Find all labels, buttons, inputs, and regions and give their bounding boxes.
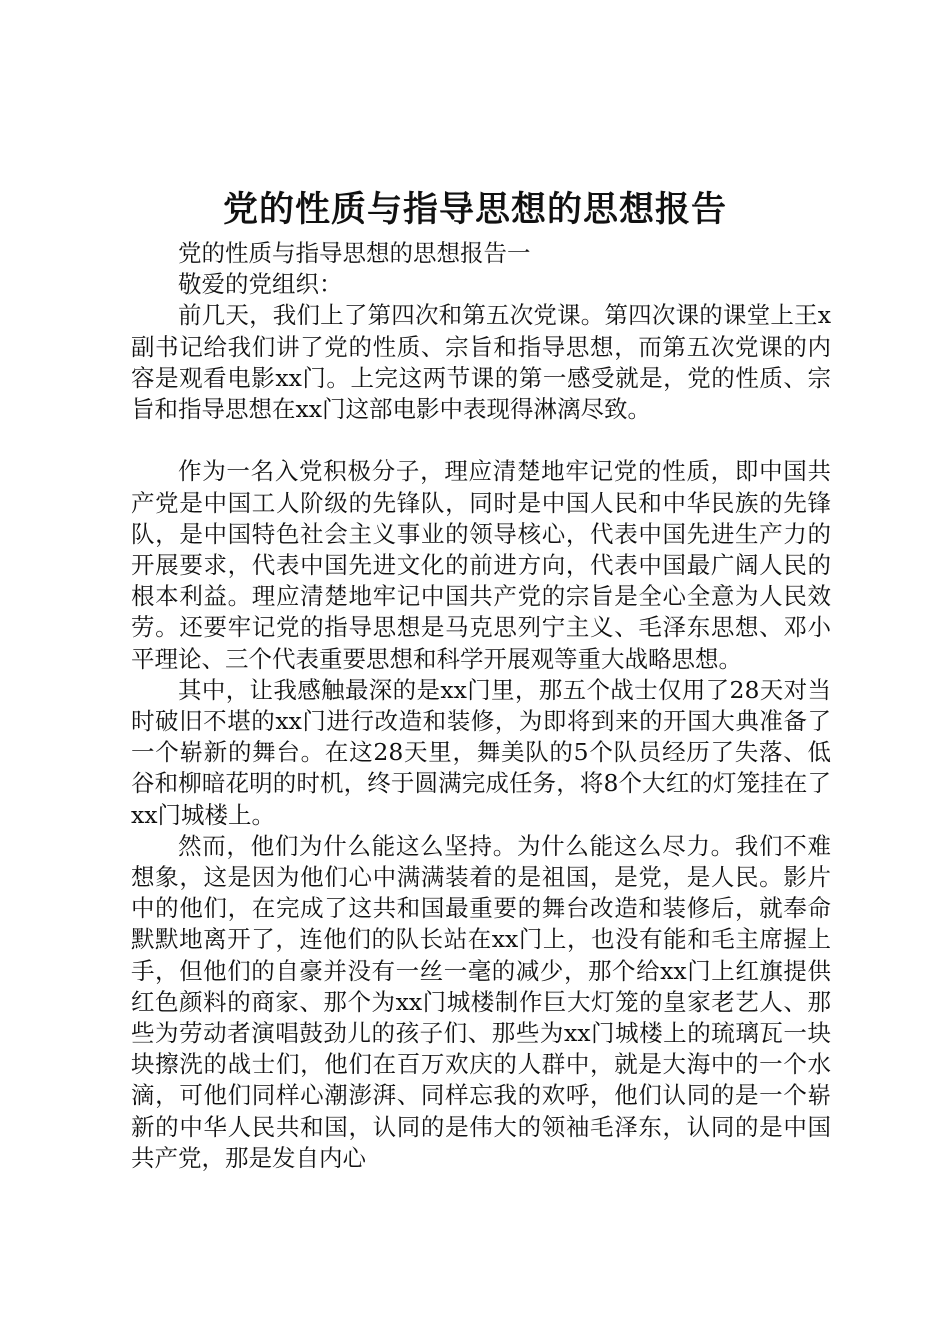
document-title: 党的性质与指导思想的思想报告 xyxy=(222,189,727,230)
paragraph-3: 其中，让我感触最深的是xx门里，那五个战士仅用了28天对当时破旧不堪的xx门进行改造和装修，为即将到来的开国大典准备了一个崭新的舞台。在这28天里，舞美队的5个队员经历了失落、低谷和柳暗花明的时机，终于圆满完成任务，将8个大红的灯笼挂在了xx门城楼上。 xyxy=(131,675,831,829)
salutation: 敬爱的党组织： xyxy=(178,270,343,299)
paragraph-2: 作为一名入党积极分子，理应清楚地牢记党的性质，即中国共产党是中国工人阶级的先锋队，同时是中国人民和中华民族的先锋队，是中国特色社会主义事业的领导核心，代表中国先进生产力的开展要求，代表中国先进文化的前进方向，代表中国最广阔人民的根本利益。理应清楚地牢记中国共产党的宗旨是全心全意为人民效劳。还要牢记党的指导思想是马克思列宁主义、毛泽东思想、邓小平理论、三个代表重要思想和科学开展观等重大战略思想。 xyxy=(131,457,831,673)
document-body xyxy=(131,238,831,1174)
paragraph-1: 前几天，我们上了第四次和第五次党课。第四次课的课堂上王x副书记给我们讲了党的性质、宗旨和指导思想，而第五次党课的内容是观看电影xx门。上完这两节课的第一感受就是，党的性质、宗旨和指导思想在xx门这部电影中表现得淋漓尽致。 xyxy=(131,301,831,424)
paragraph-4: 然而，他们为什么能这么坚持。为什么能这么尽力。我们不难想象，这是因为他们心中满满装着的是祖国，是党，是人民。影片中的他们，在完成了这共和国最重要的舞台改造和装修后，就奉命默默地离开了，连他们的队长站在xx门上，也没有能和毛主席握上手，但他们的自豪并没有一丝一毫的减少，那个给xx门上红旗提供红色颜料的商家、那个为xx门城楼制作巨大灯笼的皇家老艺人、那些为劳动者演唱鼓劲儿的孩子们、那些为xx门城楼上的琉璃瓦一块块擦洗的战士们，他们在百万欢庆的人群中，就是大海中的一个水滴，可他们同样心潮澎湃、同样忘我的欢呼，他们认同的是一个崭新的中华人民共和国，认同的是伟大的领袖毛泽东，认同的是中国共产党，那是发自内心 xyxy=(131,831,831,1172)
document-subtitle: 党的性质与指导思想的思想报告一 xyxy=(178,239,531,267)
